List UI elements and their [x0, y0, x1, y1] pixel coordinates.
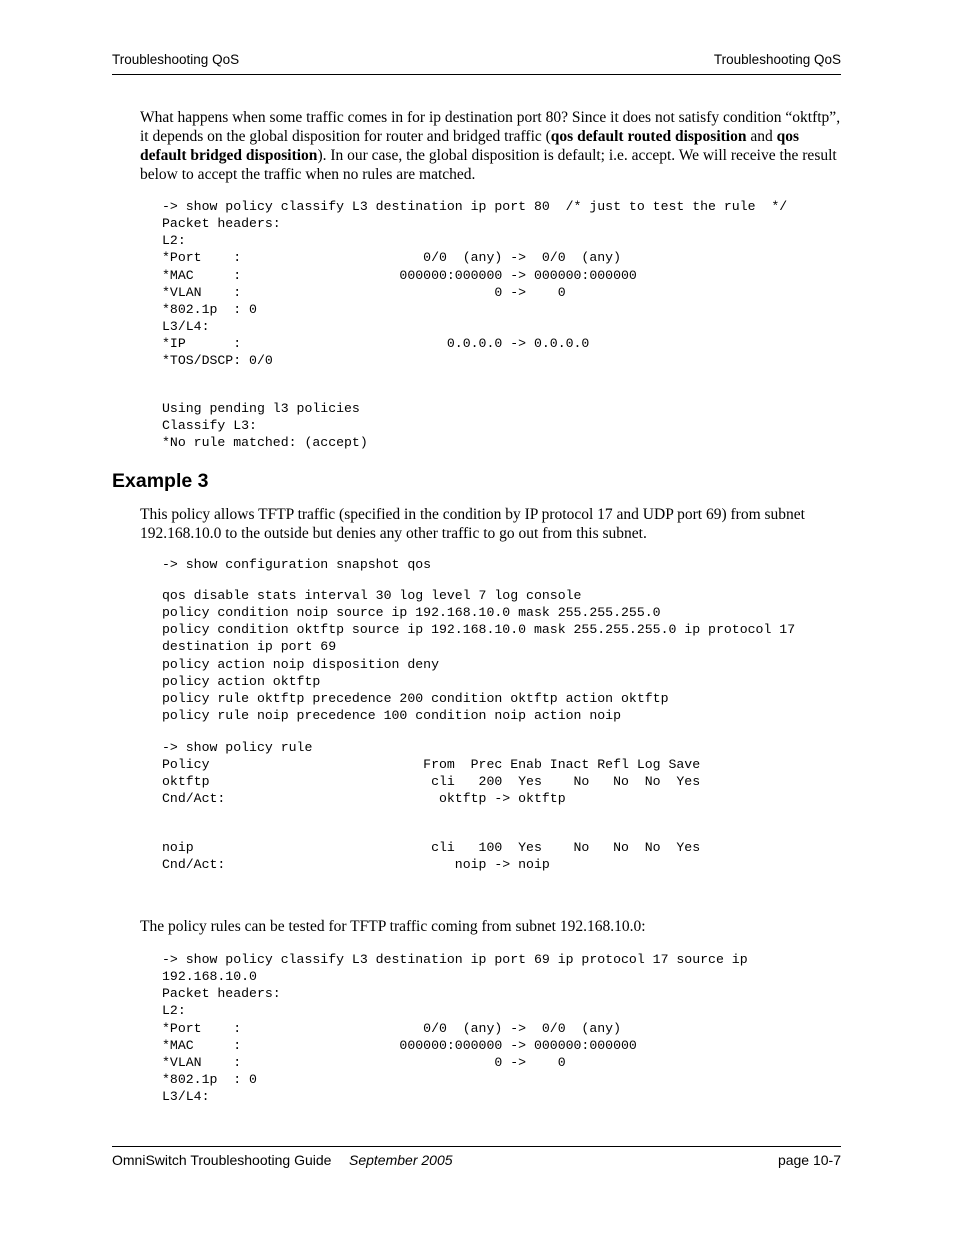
code-block-classify-port-80: -> show policy classify L3 destination ip port 80 /* just to test the rule */ Packet headers: L2: *Port : 0/0 (any) -> 0/0 (any) *MAC : 000000:000000 -> 000000:000000 *VLAN : 0 -> 0 *802.1p : 0 L3/L4: *IP : 0.0.0.0 -> 0.0.0.0 *TOS/DSCP: 0/0	[162, 199, 788, 369]
intro-paragraph	[140, 108, 845, 184]
footer-guide-title: OmniSwitch Troubleshooting Guide	[112, 1152, 332, 1168]
code-block-noip-rule: noip cli 100 Yes No No No Yes Cnd/Act: noip -> noip	[162, 840, 701, 873]
code-block-qos-config: qos disable stats interval 30 log level 7 log console policy condition noip source ip 192.168.10.0 mask 255.255.255.0 policy condition oktftp source ip 192.168.10.0 mask 255.255.255.0 ip protocol 17 destination ip port 69 policy action noip disposition deny policy action oktftp policy rule oktftp precedence 200 condition oktftp action oktftp policy rule noip precedence 100 condition noip action noip	[162, 588, 796, 724]
intro-bold-1: qos default routed disposition	[550, 128, 747, 145]
code-block-show-config: -> show configuration snapshot qos	[162, 557, 432, 572]
running-header-left: Troubleshooting QoS	[112, 52, 240, 67]
footer-divider	[112, 1146, 841, 1147]
footer-date: September 2005	[349, 1152, 453, 1168]
example-paragraph: This policy allows TFTP traffic (specified in the condition by IP protocol 17 and UDP port 69) from subnet 192.168.10.0 to the outside but denies any other traffic to go out from this subnet.	[140, 506, 805, 542]
intro-text-3: ). In our case, the global disposition is default; i.e. accept. We will receive the result below to accept the traffic when no rules are matched.	[140, 147, 837, 183]
code-block-classify-port-69: -> show policy classify L3 destination ip port 69 ip protocol 17 source ip 192.168.10.0 Packet headers: L2: *Port : 0/0 (any) -> 0/0 (any) *MAC : 000000:000000 -> 000000:000000 *VLAN : 0 -> 0 *802.1p : 0 L3/L4:	[162, 952, 748, 1105]
intro-bold-2: qos default bridged disposition	[140, 128, 800, 164]
code-block-pending-policies: Using pending l3 policies Classify L3: *No rule matched: (accept)	[162, 401, 368, 451]
intro-text-2: and	[746, 128, 777, 145]
intro-text-1: What happens when some traffic comes in for ip destination port 80? Since it does not satisfy condition “oktftp”, it depends on the global disposition for router and bridged traffic (	[140, 109, 841, 145]
running-header-right: Troubleshooting QoS	[713, 52, 841, 67]
test-paragraph: The policy rules can be tested for TFTP traffic coming from subnet 192.168.10.0:	[140, 918, 646, 935]
footer-page-number: page 10-7	[777, 1152, 841, 1168]
code-block-show-policy-rule: -> show policy rule Policy From Prec Enab Inact Refl Log Save oktftp cli 200 Yes No No No Yes Cnd/Act: oktftp -> oktftp	[162, 740, 701, 807]
section-heading-example-3: Example 3	[112, 470, 209, 492]
header-divider	[112, 74, 841, 75]
